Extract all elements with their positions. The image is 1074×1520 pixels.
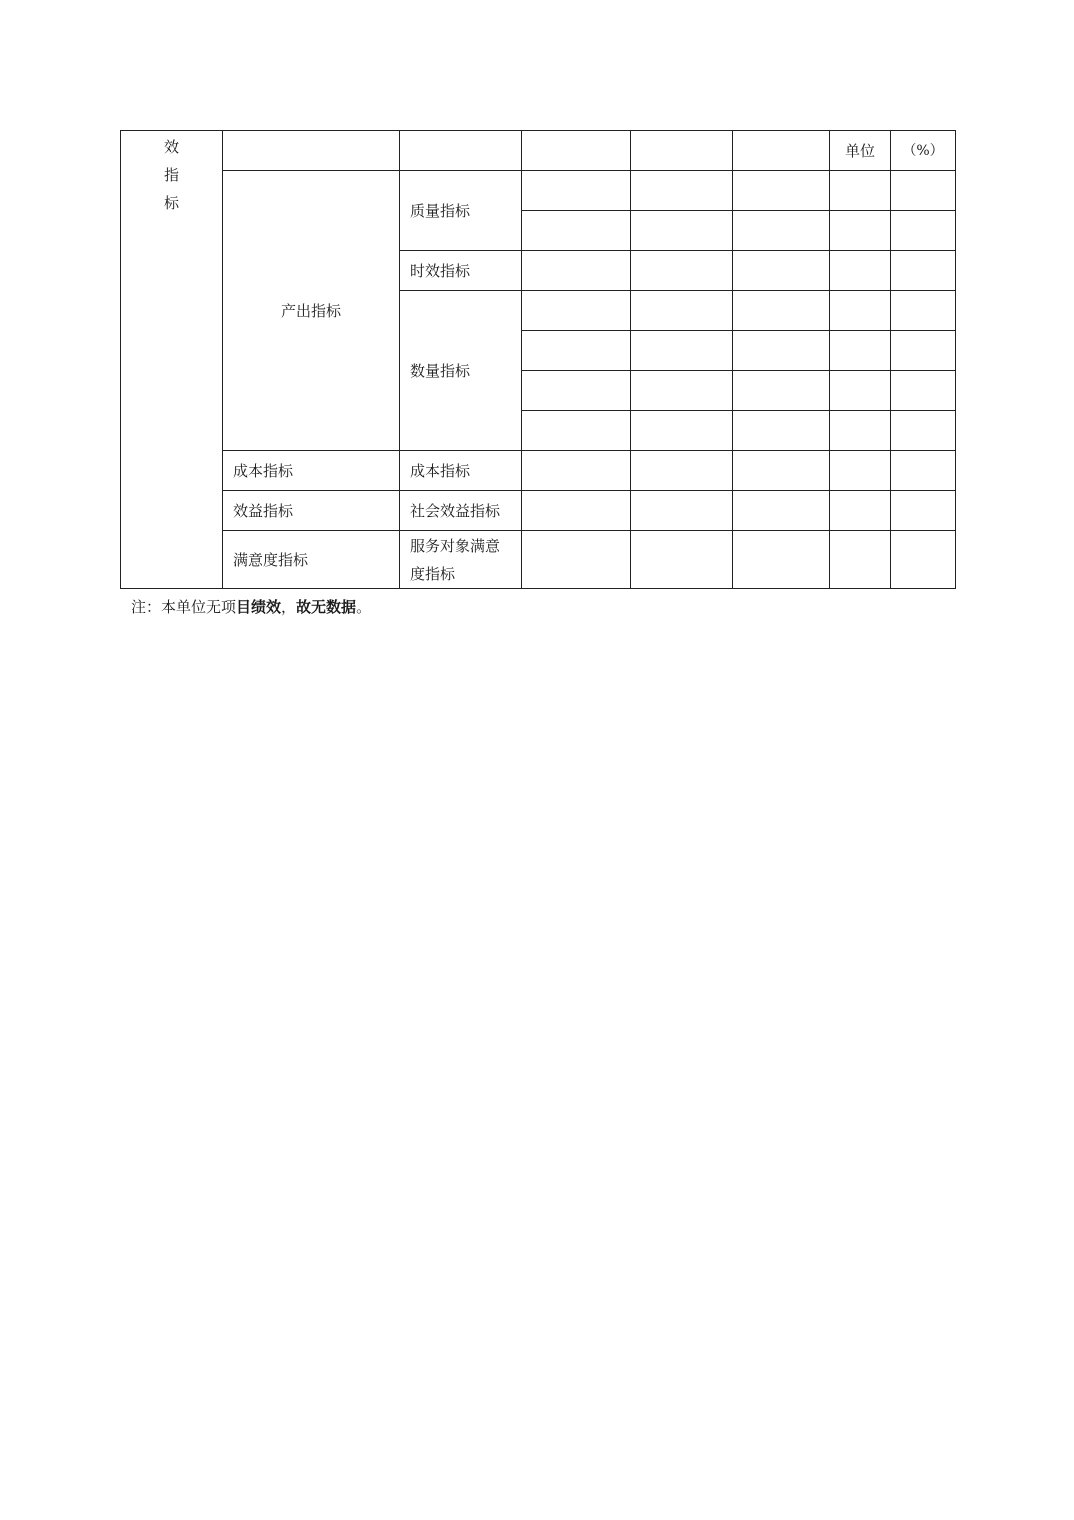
empty-cell [733, 131, 830, 171]
side-label-cell [121, 131, 223, 589]
empty-cell [733, 411, 830, 451]
satisfaction-indicator-cell: 满意度指标 [223, 531, 400, 589]
empty-cell [830, 491, 891, 531]
empty-cell [223, 131, 400, 171]
footnote-bold-2: 故无数据 [296, 598, 357, 616]
table-row [121, 171, 956, 211]
empty-cell [631, 371, 733, 411]
empty-cell [522, 451, 631, 491]
empty-cell [631, 531, 733, 589]
empty-cell [631, 331, 733, 371]
footnote-suffix: 。 [356, 598, 372, 616]
empty-cell [631, 411, 733, 451]
benefit-indicator-cell: 效益指标 [223, 491, 400, 531]
empty-cell [830, 531, 891, 589]
empty-cell [733, 371, 830, 411]
service-satisfaction-line: 度指标 [410, 564, 456, 583]
empty-cell [522, 171, 631, 211]
empty-cell [631, 451, 733, 491]
empty-cell [522, 251, 631, 291]
table-row [121, 131, 956, 171]
performance-indicator-table [120, 130, 956, 589]
empty-cell [830, 171, 891, 211]
side-label-char: 效 [163, 138, 179, 156]
empty-cell [733, 451, 830, 491]
empty-cell [830, 371, 891, 411]
empty-cell [522, 331, 631, 371]
empty-cell [891, 331, 956, 371]
header-percent: （%） [891, 131, 956, 171]
side-label-char: 指 [163, 166, 179, 184]
empty-cell [891, 371, 956, 411]
empty-cell [733, 171, 830, 211]
header-unit: 单位 [830, 131, 891, 171]
empty-cell [400, 131, 522, 171]
table-row [121, 451, 956, 491]
empty-cell [830, 451, 891, 491]
empty-cell [830, 251, 891, 291]
empty-cell [830, 211, 891, 251]
empty-cell [830, 411, 891, 451]
empty-cell [830, 291, 891, 331]
output-indicator-cell: 产出指标 [223, 171, 400, 451]
service-satisfaction-line: 服务对象满意 [410, 536, 501, 555]
quality-indicator-cell: 质量指标 [400, 171, 522, 251]
empty-cell [733, 331, 830, 371]
empty-cell [733, 491, 830, 531]
footnote-prefix: 注：本单位无项 [131, 598, 237, 616]
empty-cell [733, 291, 830, 331]
empty-cell [631, 291, 733, 331]
footnote [131, 596, 371, 618]
footnote-bold-1: 目绩效 [236, 598, 282, 616]
empty-cell [891, 211, 956, 251]
empty-cell [522, 411, 631, 451]
empty-cell [631, 491, 733, 531]
empty-cell [891, 451, 956, 491]
empty-cell [830, 331, 891, 371]
empty-cell [631, 171, 733, 211]
empty-cell [733, 531, 830, 589]
empty-cell [522, 531, 631, 589]
empty-cell [522, 491, 631, 531]
empty-cell [733, 251, 830, 291]
empty-cell [891, 411, 956, 451]
empty-cell [522, 371, 631, 411]
empty-cell [631, 211, 733, 251]
footnote-mid: ， [281, 598, 297, 616]
empty-cell [891, 291, 956, 331]
empty-cell [522, 211, 631, 251]
empty-cell [522, 131, 631, 171]
service-satisfaction-cell [400, 531, 522, 589]
empty-cell [891, 491, 956, 531]
table-row [121, 531, 956, 589]
timeliness-indicator-cell: 时效指标 [400, 251, 522, 291]
empty-cell [891, 251, 956, 291]
empty-cell [631, 251, 733, 291]
quantity-indicator-cell: 数量指标 [400, 291, 522, 451]
empty-cell [631, 131, 733, 171]
empty-cell [522, 291, 631, 331]
empty-cell [891, 531, 956, 589]
empty-cell [891, 171, 956, 211]
cost-indicator-l2-cell: 成本指标 [223, 451, 400, 491]
empty-cell [733, 211, 830, 251]
side-label-char: 标 [163, 194, 179, 212]
cost-indicator-l3-cell: 成本指标 [400, 451, 522, 491]
social-benefit-indicator-cell: 社会效益指标 [400, 491, 522, 531]
table-row [121, 491, 956, 531]
